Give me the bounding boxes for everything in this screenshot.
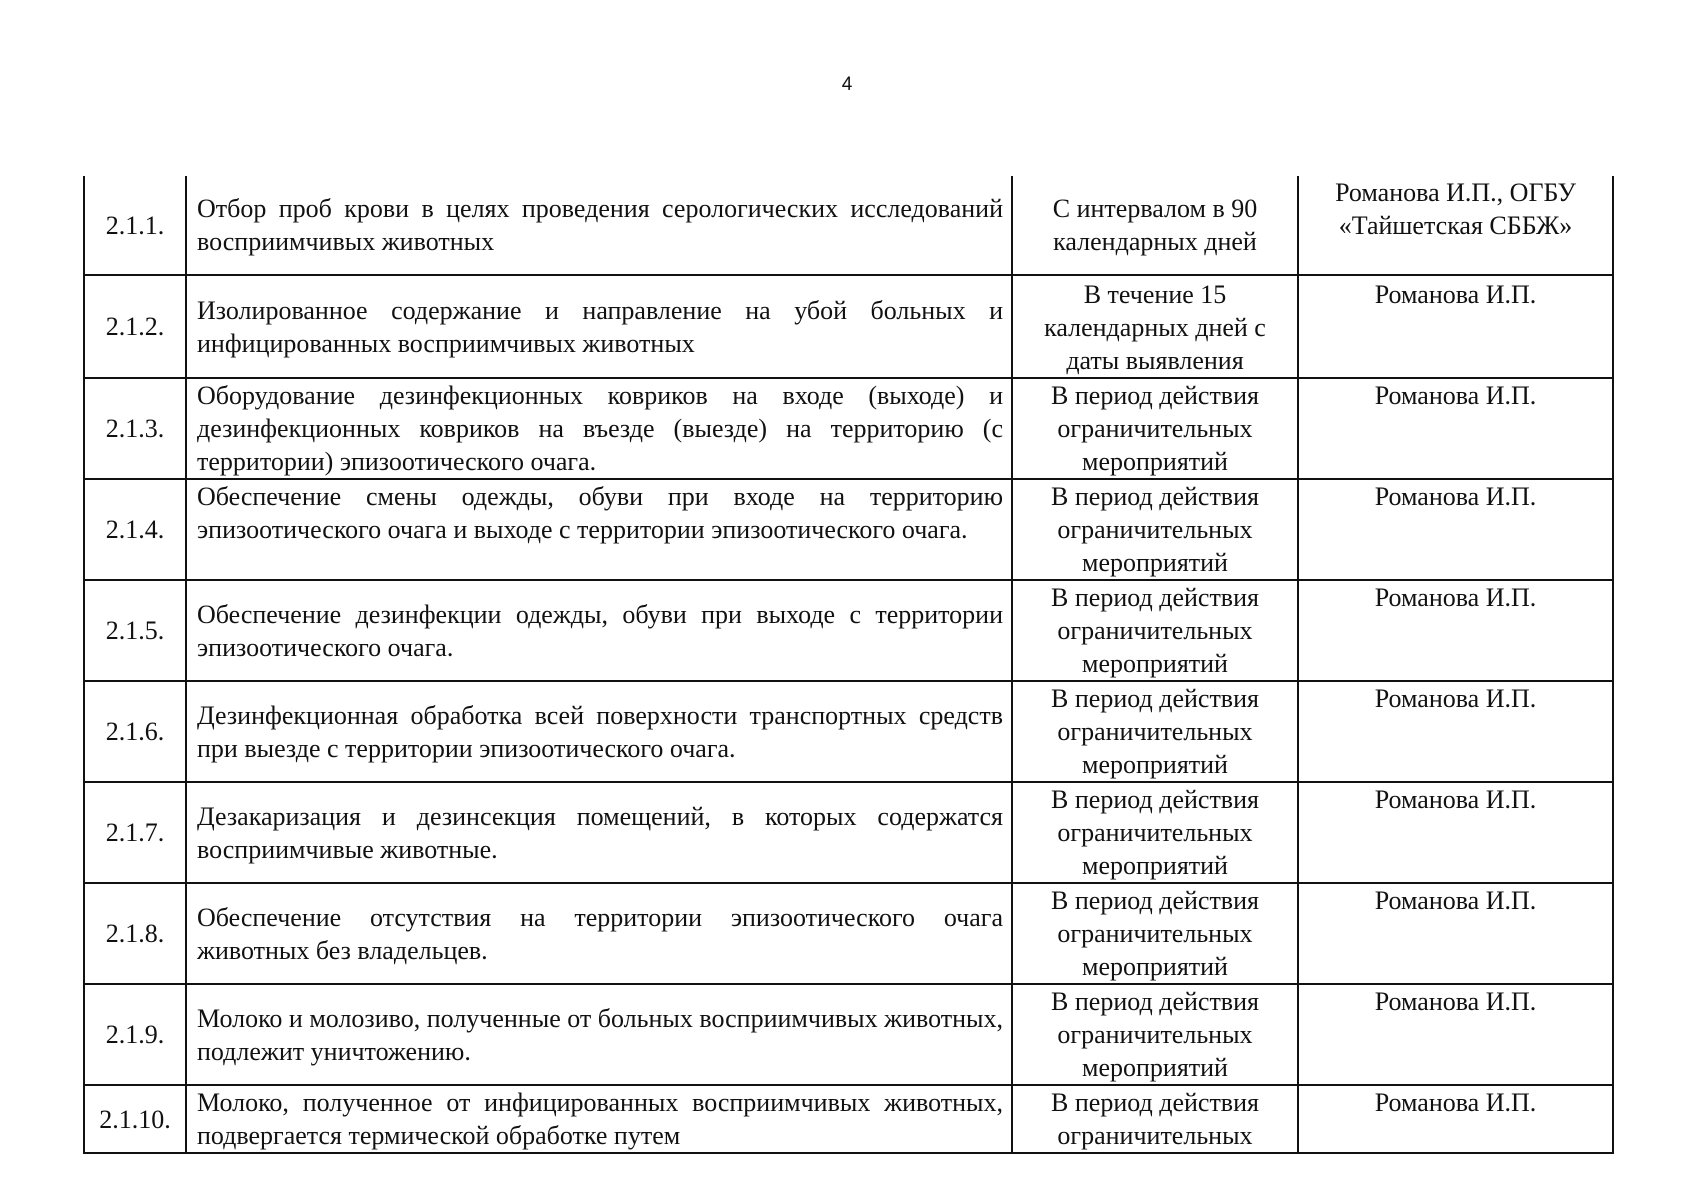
row-number: 2.1.8.: [105, 919, 165, 948]
row-description: Молоко, полученное от инфицированных восприимчивых животных, подвергается термической обработке путем: [197, 1088, 1003, 1150]
table-row: [84, 275, 1613, 378]
row-number: 2.1.6.: [105, 717, 165, 746]
description-cell: [186, 176, 1012, 275]
row-term: В период действия ограничительных мероприятий: [1051, 482, 1259, 577]
row-term: В течение 15 календарных дней с даты выявления: [1044, 280, 1266, 375]
row-number-cell: [84, 275, 186, 378]
table-row: [84, 883, 1613, 984]
table-row: [84, 681, 1613, 782]
description-cell: [186, 984, 1012, 1085]
row-number-cell: [84, 1085, 186, 1153]
responsible-cell: [1298, 580, 1613, 681]
row-term: В период действия ограничительных мероприятий: [1051, 583, 1259, 678]
description-cell: [186, 275, 1012, 378]
responsible-cell: [1298, 275, 1613, 378]
term-cell: [1012, 1085, 1298, 1153]
table-row: [84, 479, 1613, 580]
measures-table: [83, 176, 1614, 1154]
term-cell: [1012, 782, 1298, 883]
row-description: Обеспечение отсутствия на территории эпизоотического очага животных без владельцев.: [197, 902, 1003, 965]
table-row: [84, 984, 1613, 1085]
row-responsible: Романова И.П.: [1374, 1088, 1537, 1117]
row-number: 2.1.1.: [105, 210, 165, 240]
row-number: 2.1.2.: [105, 312, 165, 341]
row-number: 2.1.3.: [105, 414, 165, 443]
row-responsible: Романова И.П.: [1374, 785, 1537, 814]
page-number: 4: [841, 74, 853, 95]
row-description: Отбор проб крови в целях проведения серологических исследований восприимчивых животных: [197, 194, 1003, 256]
description-cell: [186, 782, 1012, 883]
row-description: Дезинфекционная обработка всей поверхности транспортных средств при выезде с территории эпизоотического очага.: [197, 700, 1003, 763]
table-row: [84, 378, 1613, 479]
row-number-cell: [84, 580, 186, 681]
term-cell: [1012, 479, 1298, 580]
row-term: В период действия ограничительных мероприятий: [1051, 987, 1259, 1082]
row-number-cell: [84, 176, 186, 275]
responsible-cell: [1298, 479, 1613, 580]
responsible-cell: [1298, 984, 1613, 1085]
row-responsible: Романова И.П.: [1374, 684, 1537, 713]
term-cell: [1012, 984, 1298, 1085]
row-term: В период действия ограничительных: [1051, 1088, 1259, 1150]
row-description: Изолированное содержание и направление на убой больных и инфицированных восприимчивых животных: [197, 295, 1003, 358]
row-responsible: Романова И.П.: [1374, 987, 1537, 1016]
row-number-cell: [84, 782, 186, 883]
responsible-cell: [1298, 176, 1613, 275]
description-cell: [186, 580, 1012, 681]
row-description: Обеспечение смены одежды, обуви при входе на территорию эпизоотического очага и выходе с территории эпизоотического очага.: [197, 482, 1003, 544]
row-number: 2.1.4.: [105, 515, 165, 544]
description-cell: [186, 883, 1012, 984]
row-responsible: Романова И.П.: [1374, 280, 1537, 309]
row-responsible: Романова И.П.: [1374, 381, 1537, 410]
table-row: [84, 176, 1613, 275]
table-row: [84, 782, 1613, 883]
responsible-cell: [1298, 1085, 1613, 1153]
table-row: [84, 580, 1613, 681]
term-cell: [1012, 580, 1298, 681]
responsible-cell: [1298, 378, 1613, 479]
row-term: В период действия ограничительных мероприятий: [1051, 684, 1259, 779]
term-cell: [1012, 176, 1298, 275]
row-description: Обеспечение дезинфекции одежды, обуви при выходе с территории эпизоотического очага.: [197, 599, 1003, 662]
responsible-cell: [1298, 883, 1613, 984]
row-responsible: Романова И.П., ОГБУ «Тайшетская СББЖ»: [1335, 178, 1576, 240]
term-cell: [1012, 681, 1298, 782]
row-number-cell: [84, 378, 186, 479]
row-number-cell: [84, 984, 186, 1085]
table-row: [84, 1085, 1613, 1153]
responsible-cell: [1298, 782, 1613, 883]
term-cell: [1012, 378, 1298, 479]
responsible-cell: [1298, 681, 1613, 782]
term-cell: [1012, 883, 1298, 984]
row-term: В период действия ограничительных мероприятий: [1051, 381, 1259, 476]
row-number-cell: [84, 883, 186, 984]
description-cell: [186, 681, 1012, 782]
row-term: В период действия ограничительных мероприятий: [1051, 785, 1259, 880]
row-description: Дезакаризация и дезинсекция помещений, в которых содержатся восприимчивые животные.: [197, 801, 1003, 864]
row-responsible: Романова И.П.: [1374, 886, 1537, 915]
description-cell: [186, 1085, 1012, 1153]
description-cell: [186, 378, 1012, 479]
description-cell: [186, 479, 1012, 580]
row-responsible: Романова И.П.: [1374, 583, 1537, 612]
row-term: С интервалом в 90 календарных дней: [1052, 194, 1258, 256]
row-number: 2.1.7.: [105, 818, 165, 847]
term-cell: [1012, 275, 1298, 378]
row-term: В период действия ограничительных мероприятий: [1051, 886, 1259, 981]
row-number: 2.1.10.: [99, 1104, 171, 1134]
row-description: Молоко и молозиво, полученные от больных восприимчивых животных, подлежит уничтожению.: [197, 1003, 1003, 1066]
row-responsible: Романова И.П.: [1374, 482, 1537, 511]
row-description: Оборудование дезинфекционных ковриков на входе (выходе) и дезинфекционных ковриков на въезде (выезде) на территорию (с территории) эпизоотического очага.: [197, 381, 1003, 476]
row-number: 2.1.5.: [105, 616, 165, 645]
row-number-cell: [84, 479, 186, 580]
row-number: 2.1.9.: [105, 1020, 165, 1049]
row-number-cell: [84, 681, 186, 782]
